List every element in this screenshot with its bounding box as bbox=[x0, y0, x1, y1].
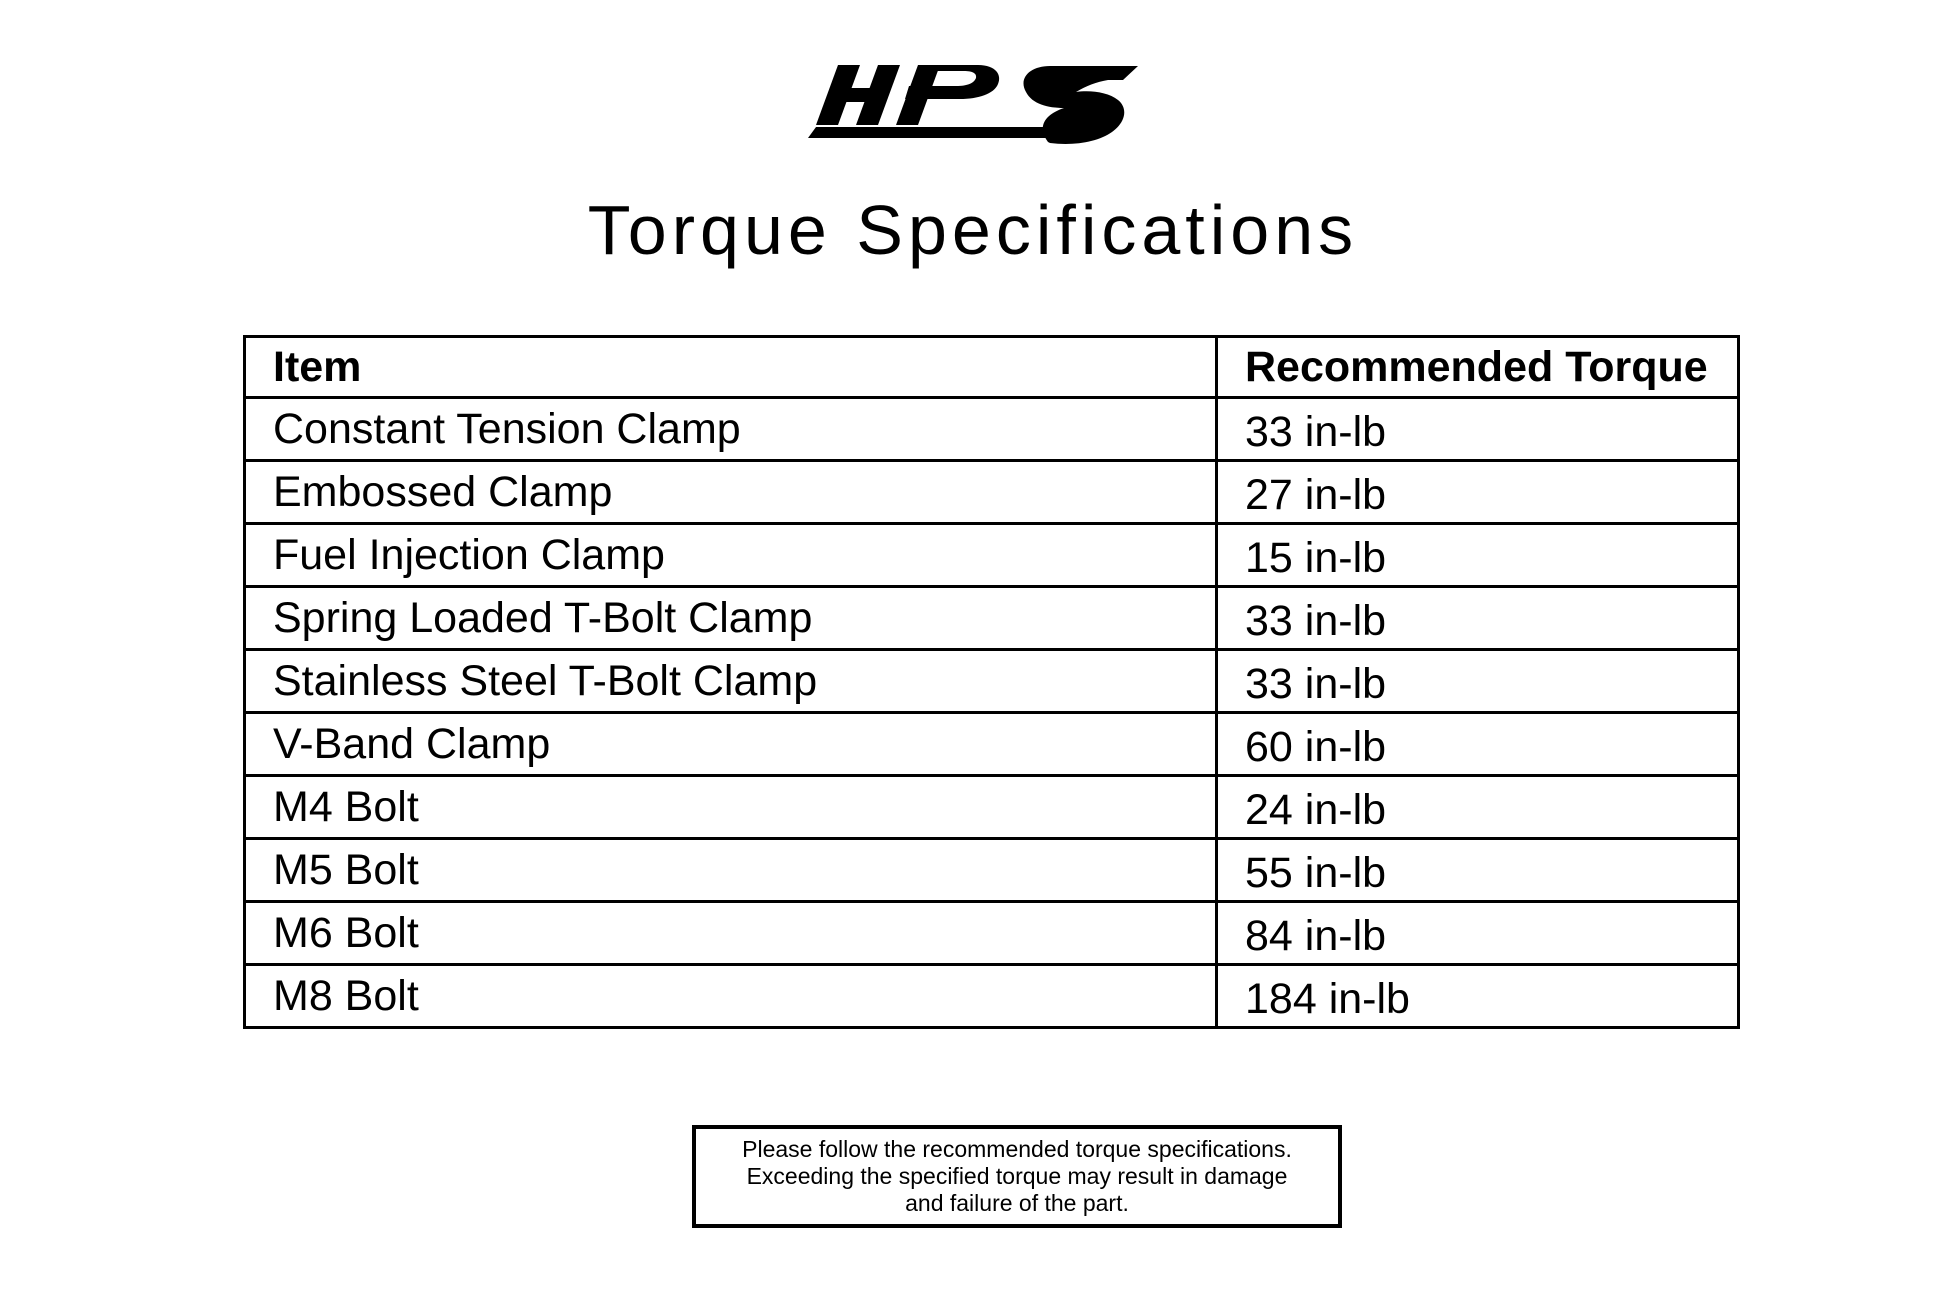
torque-cell: 184 in-lb bbox=[1217, 965, 1739, 1028]
item-cell: Stainless Steel T-Bolt Clamp bbox=[245, 650, 1217, 713]
item-cell: M5 Bolt bbox=[245, 839, 1217, 902]
table-row bbox=[245, 839, 1739, 902]
table-row bbox=[245, 587, 1739, 650]
item-cell: Embossed Clamp bbox=[245, 461, 1217, 524]
note-line: Exceeding the specified torque may result in damage bbox=[746, 1163, 1288, 1189]
item-cell: M4 Bolt bbox=[245, 776, 1217, 839]
table-row bbox=[245, 650, 1739, 713]
hps-logo bbox=[806, 52, 1146, 152]
torque-cell: 60 in-lb bbox=[1217, 713, 1739, 776]
torque-cell: 55 in-lb bbox=[1217, 839, 1739, 902]
item-cell: Spring Loaded T-Bolt Clamp bbox=[245, 587, 1217, 650]
table-row bbox=[245, 902, 1739, 965]
page-title: Torque Specifications bbox=[587, 191, 1359, 269]
torque-cell: 84 in-lb bbox=[1217, 902, 1739, 965]
item-cell: Fuel Injection Clamp bbox=[245, 524, 1217, 587]
torque-cell: 33 in-lb bbox=[1217, 398, 1739, 461]
item-cell: V-Band Clamp bbox=[245, 713, 1217, 776]
column-header-item: Item bbox=[245, 337, 1217, 398]
table-row bbox=[245, 965, 1739, 1028]
torque-cell: 33 in-lb bbox=[1217, 587, 1739, 650]
item-cell: M8 Bolt bbox=[245, 965, 1217, 1028]
table-row bbox=[245, 461, 1739, 524]
table-row bbox=[245, 524, 1739, 587]
hps-logo-graphic bbox=[806, 52, 1146, 152]
torque-cell: 27 in-lb bbox=[1217, 461, 1739, 524]
table-row bbox=[245, 713, 1739, 776]
torque-caution-note bbox=[692, 1125, 1342, 1228]
note-line: Please follow the recommended torque specifications. bbox=[742, 1136, 1292, 1162]
table-row bbox=[245, 398, 1739, 461]
column-header-torque: Recommended Torque bbox=[1217, 337, 1739, 398]
torque-cell: 24 in-lb bbox=[1217, 776, 1739, 839]
torque-spec-table bbox=[243, 335, 1740, 1029]
torque-cell: 15 in-lb bbox=[1217, 524, 1739, 587]
torque-cell: 33 in-lb bbox=[1217, 650, 1739, 713]
note-line: and failure of the part. bbox=[905, 1190, 1129, 1216]
item-cell: Constant Tension Clamp bbox=[245, 398, 1217, 461]
table-header-row bbox=[245, 337, 1739, 398]
item-cell: M6 Bolt bbox=[245, 902, 1217, 965]
table-row bbox=[245, 776, 1739, 839]
